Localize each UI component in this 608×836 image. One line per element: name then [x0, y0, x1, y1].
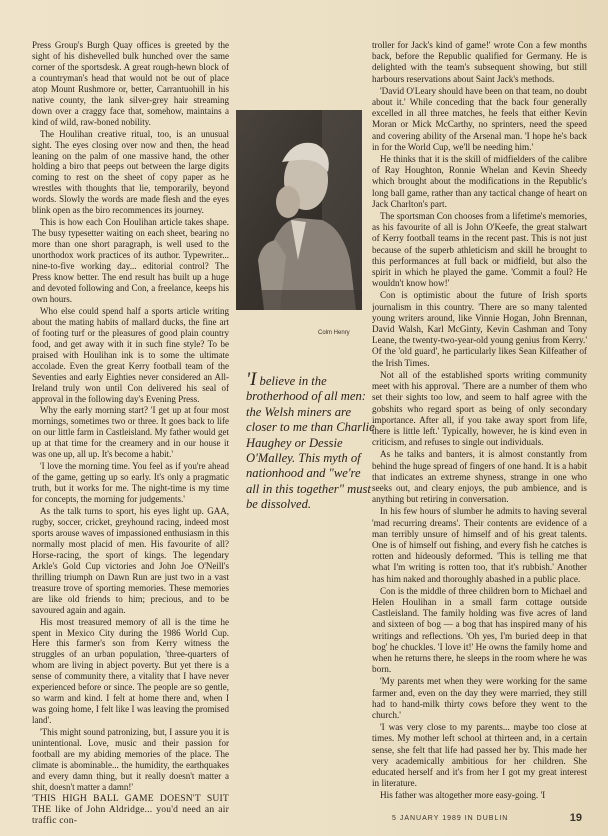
pull-quote-text: believe in the brotherhood of all men: the Welsh miners are closer to me than Charlie Haughey or Dessie O'Malley. This myth of nationhood and "we're all in this together" must be dissolved. [246, 374, 375, 512]
paragraph: Press Group's Burgh Quay offices is greeted by the sight of his dishevelled bulk hunched over the same corner of the sportsdesk. A great rough-hewn block of a countryman's head that would not be out of place atop Mount Rushmore or, better, Carrantuohill in his native county, the lank silver-grey hair streaming down over a craggy face that, somehow, maintains a kind of wild, raw-boned nobility. [32, 40, 229, 127]
paragraph: The sportsman Con chooses from a lifetime's memories, as his favourite of all is John O'Keefe, the great stalwart of Kerry football teams in the recent past. This is not just because of the superb athleticism and skill he brought to this performances at full back or midfield, but also the spirit in which he played the game. 'Commit a foul? He wouldn't know how!' [372, 211, 587, 289]
paragraph: As he talks and banters, it is almost constantly from behind the huge spread of fingers of one hand. It is a habit that indicates an extreme shyness, strange in one who seeks out, and cleary enjoys, the pub ambience, and is anything but retiring in conversation. [372, 449, 587, 505]
paragraph: His most treasured memory of all is the time he spent in Mexico City during the 1986 World Cup. Here this farmer's son from Kerry witness the struggles of an urban population, 'three-quarters of whom are living in abject poverty. But yet there is a sense of community there, a vitality that I have never experienced before or since. The people are so gentle, so warm and kind. I felt at home there and, when I was going home, I felt like I was leaving the promised land'. [32, 616, 229, 726]
section-lead: 'THIS HIGH BALL GAME DOESN'T SUIT THE like of John Aldridge... you'd need an air traffic con- [32, 792, 229, 826]
paragraph: Why the early morning start? 'I get up at four most mornings, sometimes two or three. It goes back to life on our little farm in Castleisland. My father would get up at that time for the creamery and in our house it was one up, all up. It's become a habit.' [32, 405, 229, 460]
pull-quote-open: 'I [246, 369, 257, 390]
paragraph: His father was altogether more easy-going. 'I [380, 790, 546, 801]
paragraph: In his few hours of slumber he admits to having several 'mad recurring dreams'. Their contents are evidence of a man terribly unsure of himself and of his great talents. One is of himself out fishing, and every fish he catches is rotten and hideously deformed. 'This is telling me that what I'm writing is rotten too, that it's rubbish.' Another has him naked and thoroughly abashed in a public place. [372, 506, 587, 584]
photo-caption: Colm Henry [318, 330, 350, 336]
paragraph: Con is optimistic about the future of Irish sports journalism in this country. 'There are so many talented young writers around, like Vinnie Hogan, John Brennan, David Walsh, Karl McGinty, Kevin Cashman and Tony Leane, the twenty-two-year-old young genius from Kerry.' Of the 'old guard', he particularly likes Sean Kilfeather of the Irish Times. [372, 290, 587, 368]
paragraph: He thinks that it is the skill of midfielders of the calibre of Ray Houghton, Ronnie Whelan and Kevin Sheedy which brought about the modifications in the Republic's long ball game, rather than any tactical change of heart on Jack Charlton's part. [372, 154, 587, 209]
paragraph: As the talk turns to sport, his eyes light up. GAA, rugby, soccer, cricket, greyhound racing, indeed most sports arouse waves of impassioned enthusiasm in this normally most placid of men. His favourite of all? Horse-racing, the sport of kings. The legendary Arkle's Gold Cup victories and John Joe O'Neill's thrilling triumph on Dawn Run are just two in a vast treasure trove of sporting memories. These memories are like old friends to him; precious, and to be savoured again and again. [32, 506, 229, 615]
paragraph: 'This might sound patronizing, but, I assure you it is unintentional. Love, music and their passion for football are my abiding memories of the place. The climate is abominable... the humidity, the earthquakes and every damn thing, but it really doesn't matter a shit, doesn't matter a damn!' [32, 727, 229, 792]
page-number: 19 [569, 812, 582, 824]
paragraph: 'David O'Leary should have been on that team, no doubt about it.' While conceding that the back four generally excelled in all three matches, he feels that either Kevin Moran or Mick McCarthy, no sprinters, need the speed and covering ability of the Arsenal man. 'I hope he's back in for the World Cup, we'll be needing him.' [372, 85, 587, 152]
paragraph: 'My parents met when they were working for the same farmer and, even on the day they were married, they still had to hand-milk thirty cows before they went to the church.' [372, 676, 587, 720]
page-footer [392, 812, 592, 829]
paragraph: Who else could spend half a sports article writing about the mating habits of mallard ducks, the fine art of footing turf or the pleasures of good plain country food, and get away with it in such fine style? To be praised with Houlihan ink is to some the ultimate accolade. Even the great Kerry football team of the Seventies and early Eighties never considered an All-Ireland truly won until Con delivered his seal of approval in the following day's Evening Press. [32, 305, 229, 404]
paragraph: 'I love the morning time. You feel as if you're ahead of the game, getting up so early. It's only a pragmatic truth, but it works for me. The night-time is my time for concepts, the morning for judgements.' [32, 461, 229, 505]
issue-date-magazine: 5 JANUARY 1989 IN DUBLIN [392, 815, 509, 822]
portrait-photo [236, 110, 362, 310]
paragraph: 'I was very close to my parents... maybe too close at times. My mother left school at thirteen and, in a certain sense, she felt that life had passed her by. This made her very academically ambitious for her children. She educated herself and it's from her I got my great interest in literature. [372, 722, 587, 789]
article-column-left [32, 40, 229, 830]
paragraph: troller for Jack's kind of game!' wrote Con a few months back, before the Republic qualified for Germany. He is delighted with the team's subsequent showing, but still harbours reservations about Saint Jack's methods. [372, 40, 587, 84]
paragraph: Not all of the established sports writing community meet with his approval. 'There are a number of them who set their sights too low, and seem to half agree with the gobshits who regard sport as being of only secondary importance. After all, if you take away sport from life, there is little left.' Typically, however, he is kind even in criticism, and refuses to single out individuals. [372, 369, 587, 448]
paragraph: The Houlihan creative ritual, too, is an unusual sight. The eyes closing over now and then, the head leaning on the palm of one massive hand, the other holding a biro that peeps out between the large digits coming to rest on the sheet of copy paper as he wrestles with thoughts that lie, temporarily, beyond words. Slowly the words are made flesh and the eyes blink open as the biro recommences its journey. [32, 128, 229, 216]
paragraph: Con is the middle of three children born to Michael and Helen Houlihan in a small farm cottage outside Castleisland. The family holding was five acres of land and sixteen of bog — a bog that has inspired many of his writings and reflections. 'Oh yes, I'm buried deep in that bog' he chuckles. 'I love it!' He owns the family home and when he returns there, he sleeps in the room where he was born. [372, 585, 587, 675]
paragraph: This is how each Con Houlihan article takes shape. The busy typesetter waiting on each sheet, bearing no more than one short paragraph, is well used to the unorthodox work practices of its author. Typewriter... nine-to-five working day... editorial control? The Press know better. The end result has built up a huge and devoted following and Con, a freelance, keeps his own hours. [32, 217, 229, 304]
portrait-illustration [236, 110, 362, 310]
pull-quote [246, 369, 376, 513]
article-column-right [372, 40, 587, 820]
